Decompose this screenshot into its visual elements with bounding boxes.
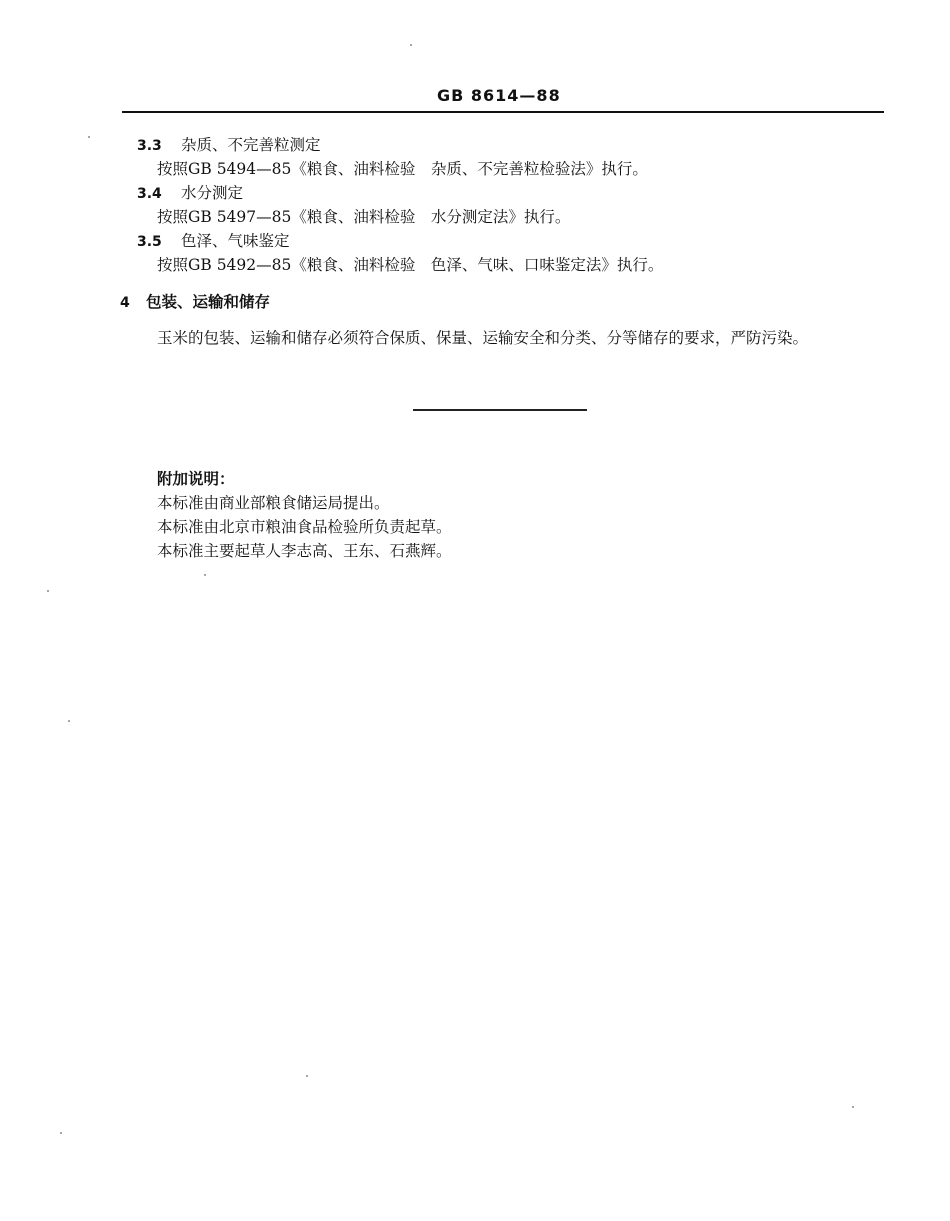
chapter-4-heading: [120, 292, 270, 313]
scan-speck: [306, 1075, 308, 1077]
standard-code-header: GB 8614—88: [437, 86, 561, 105]
section-3-5-heading: [137, 231, 290, 252]
notes-line: 本标准由商业部粮食储运局提出。: [157, 494, 390, 512]
notes-line: 本标准主要起草人李志高、王东、石燕辉。: [157, 542, 452, 560]
chapter-4-body: 玉米的包装、运输和储存必须符合保质、保量、运输安全和分类、分等储存的要求，严防污染。: [157, 329, 809, 347]
section-title: 水分测定: [181, 184, 244, 202]
section-title: 杂质、不完善粒测定: [181, 136, 321, 154]
section-3-4-heading: [137, 183, 243, 204]
end-rule: [413, 409, 587, 411]
scan-speck: [410, 44, 412, 46]
chapter-number: 4: [120, 295, 130, 311]
section-3-3-body: 按照GB 5494—85《粮食、油料检验 杂质、不完善粒检验法》执行。: [157, 160, 648, 178]
notes-heading: 附加说明：: [157, 469, 235, 488]
notes-line: 本标准由北京市粮油食品检验所负责起草。: [157, 518, 452, 536]
section-3-3-heading: [137, 135, 321, 156]
section-number: 3.5: [137, 234, 162, 250]
scan-speck: [852, 1106, 854, 1108]
scan-speck: [204, 574, 206, 576]
section-3-4-body: 按照GB 5497—85《粮食、油料检验 水分测定法》执行。: [157, 208, 571, 226]
scan-speck: [47, 590, 49, 592]
section-number: 3.3: [137, 138, 162, 154]
chapter-title: 包装、运输和储存: [146, 292, 271, 311]
header-rule: [122, 111, 884, 113]
section-number: 3.4: [137, 186, 162, 202]
scan-speck: [88, 136, 90, 138]
scan-speck: [60, 1132, 62, 1134]
scan-speck: [68, 720, 70, 722]
section-3-5-body: 按照GB 5492—85《粮食、油料检验 色泽、气味、口味鉴定法》执行。: [157, 256, 664, 274]
section-title: 色泽、气味鉴定: [181, 232, 290, 250]
